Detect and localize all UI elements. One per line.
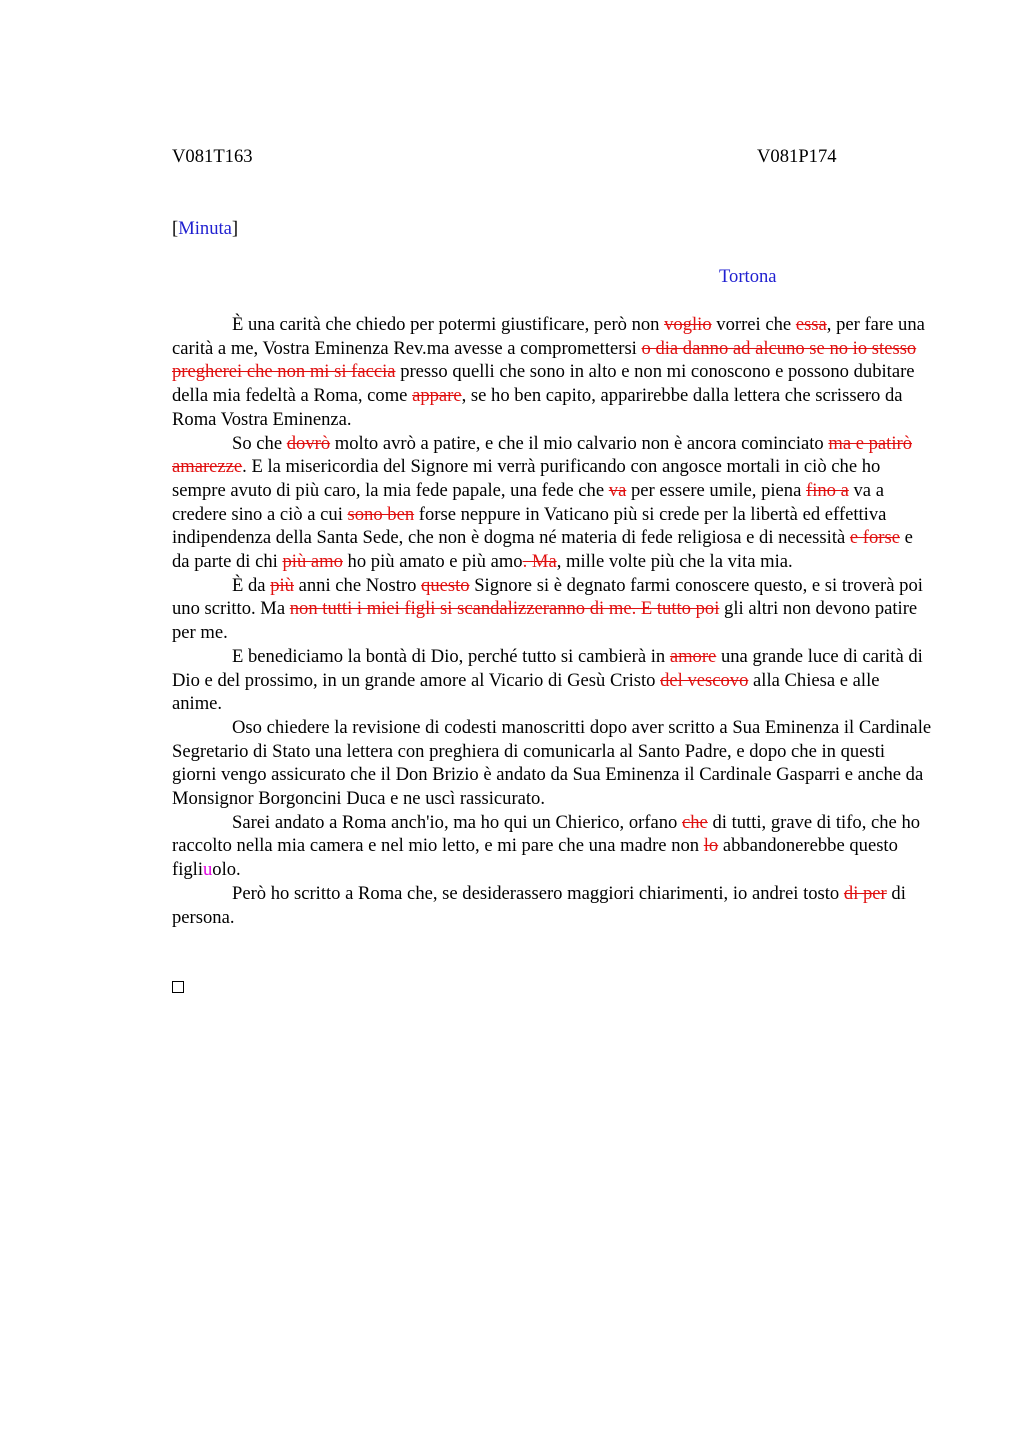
deleted-text: fino a xyxy=(806,479,849,501)
text-segment: So che xyxy=(232,432,287,454)
text-segment: , se ho ben capito, apparirebbe dalla lettera che scrissero da Roma Vostra Eminenza. xyxy=(172,385,903,430)
deleted-text: questo xyxy=(421,574,470,596)
end-box-icon xyxy=(172,981,184,993)
deleted-text: appare xyxy=(412,385,462,407)
document-code-left: V081T163 xyxy=(172,146,253,167)
tag-open-bracket: [ xyxy=(172,218,179,239)
text-segment: una grande luce di carità di Dio e del prossimo, in un grande amore al Vicario di Gesù Cristo xyxy=(172,645,923,691)
text-segment: molto avrò a patire, e che il mio calvario non è ancora cominciato xyxy=(330,432,829,454)
text-segment: di persona. xyxy=(172,882,906,928)
text-segment: Oso chiedere la revisione di codesti manoscritti dopo aver scritto a Sua Eminenza il Cardinale Segretario di Stato una lettera con preghiera di comunicarla al Santo Padre, e dopo che in questi giorni vengo assicurato che il Don Brizio è andato da Sua Eminenza il Cardinale Gasparri e anche da Monsignor Borgoncini Duca e ne uscì rassicurato. xyxy=(172,716,932,810)
paragraph xyxy=(172,882,932,929)
text-segment: Sarei andato a Roma anch'io, ma ho qui un Chierico, orfano xyxy=(232,811,682,833)
text-segment: presso quelli che sono in alto e non mi conoscono e possono dubitare della mia fedeltà a Roma, come xyxy=(172,361,915,407)
text-segment: vorrei che xyxy=(711,314,796,335)
text-segment: olo. xyxy=(212,859,241,881)
deleted-text: che xyxy=(682,811,708,833)
paragraph xyxy=(172,432,932,574)
deleted-text: più xyxy=(270,574,294,596)
deleted-text: . Ma xyxy=(522,551,557,573)
paragraph xyxy=(172,716,932,811)
text-segment: alla Chiesa e alle anime. xyxy=(172,669,880,715)
paragraph xyxy=(172,313,932,432)
text-segment: forse neppure in Vaticano più si crede per la libertà ed effettiva indipendenza della Santa Sede, che non è dogma né materia di fede religiosa e di necessità xyxy=(172,503,887,549)
deleted-text: o dia danno ad alcuno se no io stesso pregherei che non mi si faccia xyxy=(172,337,917,383)
deleted-text: non tutti i miei figli si scandalizzeranno di me. E tutto poi xyxy=(289,598,720,620)
tag-close-bracket: ] xyxy=(231,218,239,239)
document-type-tag xyxy=(172,218,238,240)
document-code-right: V081P174 xyxy=(757,146,837,167)
text-segment: di tutti, grave di tifo, che ho raccolto nella mia camera e nel mio letto, e mi pare che una madre non xyxy=(172,811,921,857)
tag-label: Minuta xyxy=(178,218,232,239)
text-segment: e da parte di chi xyxy=(172,527,913,573)
deleted-text: essa xyxy=(795,314,827,335)
highlighted-letter: u xyxy=(203,859,213,881)
deleted-text: di per xyxy=(843,882,887,904)
deleted-text: lo xyxy=(703,835,719,857)
text-segment: per essere umile, piena xyxy=(626,479,806,501)
deleted-text: ma e patirò amarezze xyxy=(172,432,912,478)
paragraph xyxy=(172,574,932,645)
deleted-text: e forse xyxy=(849,527,900,549)
text-segment: ho più amato e più amo xyxy=(342,551,523,573)
text-segment: Signore si è degnato farmi conoscere questo, e si troverà poi uno scritto. Ma xyxy=(172,574,923,620)
letter-body xyxy=(172,313,932,929)
deleted-text: sono ben xyxy=(347,503,415,525)
text-segment: E benediciamo la bontà di Dio, perché tutto si cambierà in xyxy=(232,645,670,667)
text-segment: . E la misericordia del Signore mi verrà purificando con angosce mortali in ciò che ho sempre avuto di più caro, la mia fede papale, una fede che xyxy=(172,456,881,501)
deleted-text: dovrò xyxy=(286,432,331,454)
deleted-text: del vescovo xyxy=(660,669,749,691)
text-segment: , mille volte più che la vita mia. xyxy=(556,551,793,573)
text-segment: , per fare una carità a me, Vostra Eminenza Rev.ma avesse a compromettersi xyxy=(172,314,925,359)
paragraph xyxy=(172,811,932,882)
text-segment: Però ho scritto a Roma che, se desiderassero maggiori chiarimenti, io andrei tosto xyxy=(232,882,844,904)
text-segment: abbandonerebbe questo figli xyxy=(172,835,898,881)
deleted-text: più amo xyxy=(282,551,343,573)
text-segment: È una carità che chiedo per potermi giustificare, però non xyxy=(232,314,665,335)
document-header xyxy=(172,146,932,172)
deleted-text: voglio xyxy=(664,314,712,335)
place-name: Tortona xyxy=(719,266,777,287)
deleted-text: amore xyxy=(669,645,717,667)
paragraph xyxy=(172,645,932,716)
text-segment: anni che Nostro xyxy=(293,574,422,596)
text-segment: va a credere sino a ciò a cui xyxy=(172,479,884,525)
text-segment: gli altri non devono patire per me. xyxy=(172,598,918,644)
deleted-text: va xyxy=(608,479,627,501)
text-segment: È da xyxy=(232,574,271,596)
